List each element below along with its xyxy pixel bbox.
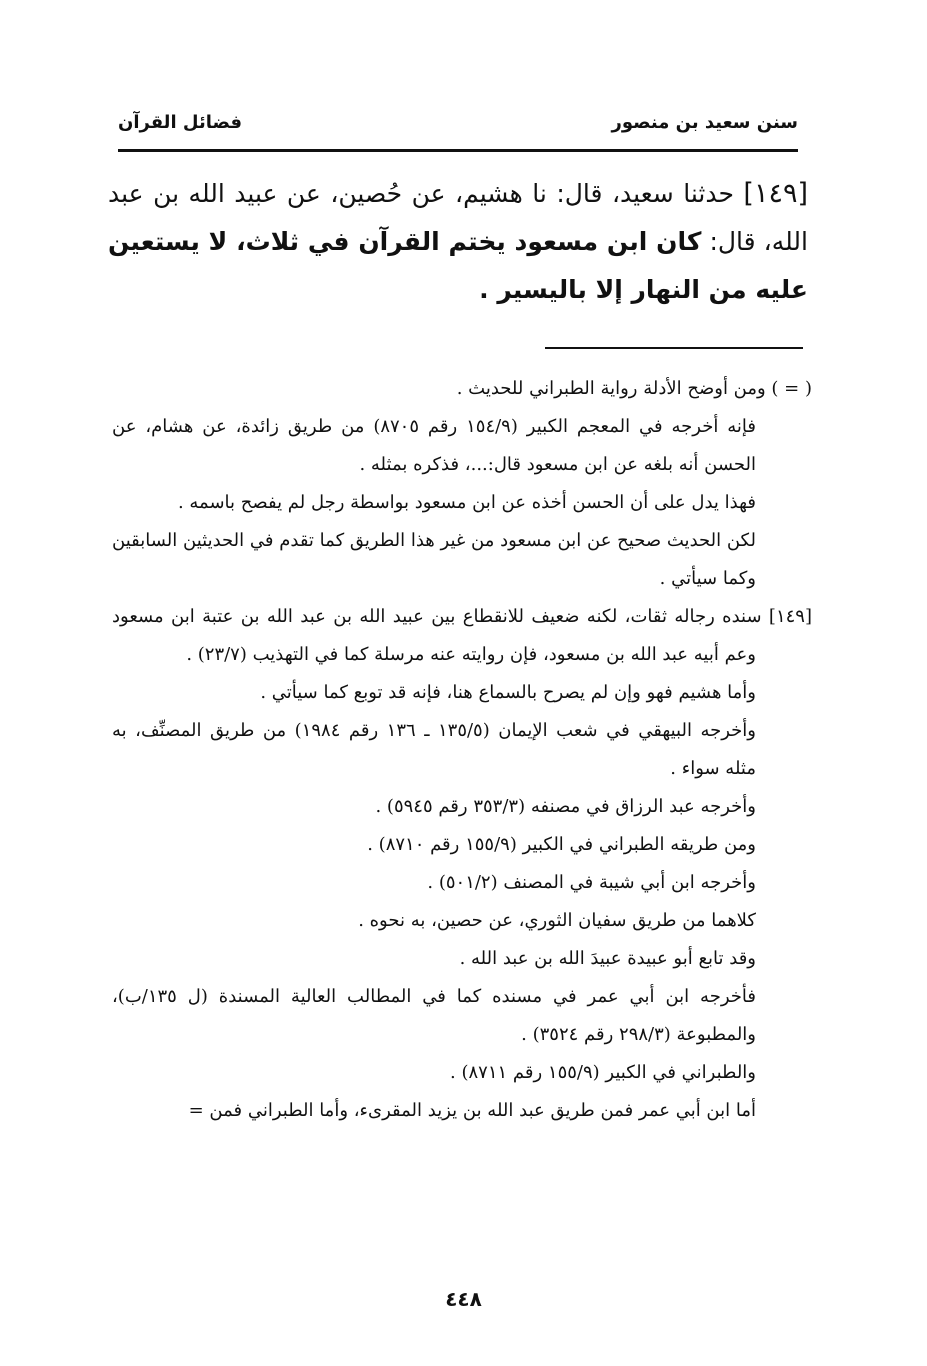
footnote-paragraph: والطبراني في الكبير (١٥٥/٩ رقم ٨٧١١) . xyxy=(450,1062,756,1083)
footnote-separator xyxy=(545,347,803,349)
footnote-paragraph: أما ابن أبي عمر فمن طريق عبد الله بن يزيد المقرىء، وأما الطبراني فمن = xyxy=(188,1100,756,1121)
footnote-paragraph: وقد تابع أبو عبيدة عبيدَ الله بن عبد الله . xyxy=(459,948,756,969)
page-number: ٤٤٨ xyxy=(445,1287,482,1311)
footnote-paragraph: ومن طريقه الطبراني في الكبير (١٥٥/٩ رقم ٨٧١٠) . xyxy=(367,834,756,855)
footnote-paragraph: وأخرجه عبد الرزاق في مصنفه (٣٥٣/٣ رقم ٥٩٤٥) . xyxy=(375,796,756,817)
footnote-paragraph: لكن الحديث صحيح عن ابن مسعود من غير هذا الطريق كما تقدم في الحديثين السابقين وكما سيأتي . xyxy=(112,530,756,589)
footnote-paragraph: كلاهما من طريق سفيان الثوري، عن حصين، به نحوه . xyxy=(358,910,756,931)
running-header xyxy=(118,106,798,140)
hadith-chain: حدثنا سعيد، قال: نا هشيم، عن حُصين، عن عبيد الله بن عبد الله، قال: xyxy=(108,179,808,256)
book-title: سنن سعيد بن منصور xyxy=(611,112,798,133)
hadith-matn: كان ابن مسعود يختم القرآن في ثلاث، لا يستعين عليه من النهار إلا باليسير . xyxy=(108,227,808,304)
hadith-number: [١٤٩] xyxy=(743,178,809,209)
footnote-paragraph: [١٤٩] سنده رجاله ثقات، لكنه ضعيف للانقطاع بين عبيد الله بن عبد الله بن عتبة ابن مسعود وعم أبيه عبد الله بن مسعود، فإن روايته عنه مرسلة كما في التهذيب (٢٣/٧) . xyxy=(112,606,812,665)
header-rule xyxy=(118,149,798,152)
footnote-paragraph: فهذا يدل على أن الحسن أخذه عن ابن مسعود بواسطة رجل لم يفصح باسمه . xyxy=(177,492,756,513)
footnote-paragraph: وأخرجه البيهقي في شعب الإيمان (١٣٥/٥ ـ ١٣٦ رقم ١٩٨٤) من طريق المصنِّف، به مثله سواء . xyxy=(112,720,756,779)
hadith-text-block xyxy=(108,170,808,314)
footnotes-block xyxy=(112,370,812,1130)
footnote-paragraph: فأخرجه ابن أبي عمر في مسنده كما في المطالب العالية المسندة (ل ١٣٥/ب)، والمطبوعة (٢٩٨/٣ رقم ٣٥٢٤) . xyxy=(112,986,756,1045)
footnote-paragraph: وأما هشيم فهو وإن لم يصرح بالسماع هنا، فإنه قد توبع كما سيأتي . xyxy=(260,682,756,703)
footnote-paragraph: ( = ) ومن أوضح الأدلة رواية الطبراني للحديث . xyxy=(456,378,812,399)
section-title: فضائل القرآن xyxy=(118,112,242,133)
footnote-paragraph: فإنه أخرجه في المعجم الكبير (١٥٤/٩ رقم ٨٧٠٥) من طريق زائدة، عن هشام، عن الحسن أنه بلغه عن ابن مسعود قال:...، فذكره بمثله . xyxy=(112,416,756,475)
footnote-paragraph: وأخرجه ابن أبي شيبة في المصنف (٥٠١/٢) . xyxy=(427,872,756,893)
